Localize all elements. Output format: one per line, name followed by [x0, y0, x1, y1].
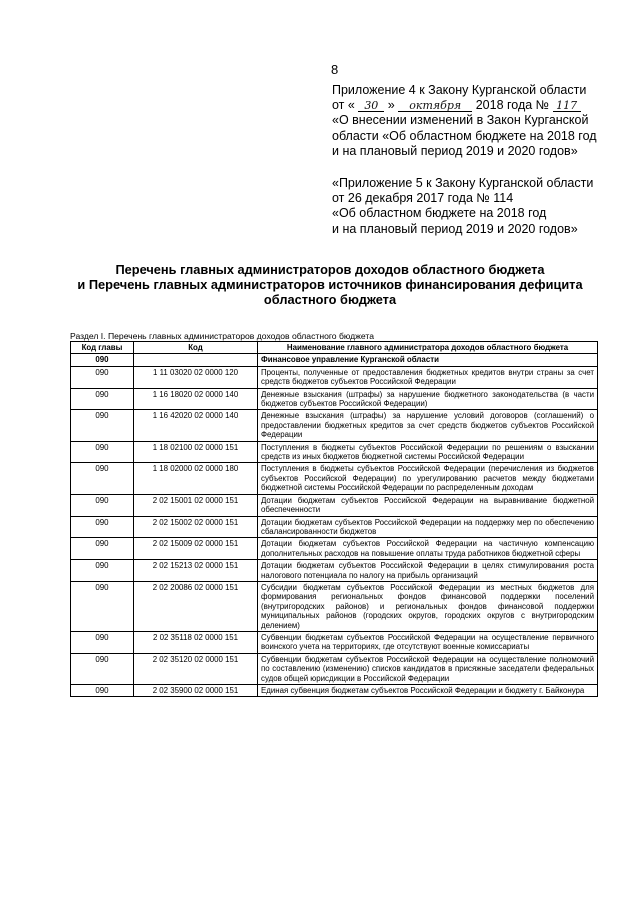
cell-name: Денежные взыскания (штрафы) за нарушение условий договоров (соглашений) о предоставлении бюджетных кредитов за счет средств бюджетов субъектов Российской Федерации	[258, 410, 598, 441]
cell-code: 1 11 03020 02 0000 120	[134, 366, 258, 388]
cell-code: 2 02 35120 02 0000 151	[134, 653, 258, 684]
handwritten-month: октября	[398, 100, 472, 112]
title-line3: областного бюджета	[263, 292, 397, 308]
cell-code: 2 02 15213 02 0000 151	[134, 560, 258, 582]
cell-name: Субсидии бюджетам субъектов Российской Федерации из местных бюджетов для формирования региональных фондов финансовой поддержки поселений (внутригородских районов) и региональных фондов финансовой поддержки муниципальных районов (городских округов, городских округов с внутригородским делением)	[258, 581, 598, 631]
cell-name: Денежные взыскания (штрафы) за нарушение бюджетного законодательства (в части бюджетов субъектов Российской Федерации)	[258, 388, 598, 410]
cell-code: 1 18 02000 02 0000 180	[134, 463, 258, 494]
document-title	[50, 262, 610, 308]
table-row	[71, 631, 598, 653]
cell-code: 2 02 35118 02 0000 151	[134, 631, 258, 653]
appendix-new-line1: Приложение 4 к Закону Курганской области	[332, 83, 587, 97]
cell-code: 2 02 20086 02 0000 151	[134, 581, 258, 631]
cell-name: Единая субвенция бюджетам субъектов Российской Федерации и бюджету г. Байконура	[258, 685, 598, 697]
appendix-old-line3: «Об областном бюджете на 2018 год	[332, 206, 547, 221]
cell-chapter-code: 090	[71, 354, 134, 366]
appendix-old-line1: «Приложение 5 к Закону Курганской области	[332, 176, 594, 190]
cell-chapter-code: 090	[71, 516, 134, 538]
header-code: Код	[134, 342, 258, 354]
cell-code: 2 02 15002 02 0000 151	[134, 516, 258, 538]
cell-code: 2 02 35900 02 0000 151	[134, 685, 258, 697]
cell-name: Дотации бюджетам субъектов Российской Федерации на поддержку мер по обеспечению сбалансированности бюджетов	[258, 516, 598, 538]
table-row	[71, 560, 598, 582]
cell-name: Поступления в бюджеты субъектов Российской Федерации по решениям о взыскании средств из иных бюджетов бюджетной системы Российской Федерации	[258, 441, 598, 463]
table-row	[71, 538, 598, 560]
handwritten-day: 30	[358, 100, 384, 112]
appendix-new-line4: области «Об областном бюджете на 2018 год	[332, 128, 597, 143]
table-row	[71, 494, 598, 516]
cell-name: Проценты, полученные от предоставления бюджетных кредитов внутри страны за счет средств бюджетов субъектов Российской Федерации	[258, 366, 598, 388]
cell-code: 1 16 42020 02 0000 140	[134, 410, 258, 441]
table-row	[71, 685, 598, 697]
header-name: Наименование главного администратора доходов областного бюджета	[258, 342, 598, 354]
table-header-row	[71, 342, 598, 354]
table-row	[71, 441, 598, 463]
cell-name: Дотации бюджетам субъектов Российской Федерации в целях стимулирования роста налогового потенциала по налогу на прибыль организаций	[258, 560, 598, 582]
appendix-old-line2: от 26 декабря 2017 года № 114	[332, 191, 514, 206]
table-row	[71, 354, 598, 366]
cell-name: Поступления в бюджеты субъектов Российской Федерации (перечисления из бюджетов субъектов Российской Федерации) по урегулированию расчетов между бюджетами бюджетной системы Российской Федерации по распределенным доходам	[258, 463, 598, 494]
quote-close: »	[387, 98, 395, 113]
cell-chapter-code: 090	[71, 685, 134, 697]
header-chapter-code: Код главы	[71, 342, 134, 354]
cell-name: Субвенции бюджетам субъектов Российской Федерации на осуществление первичного воинского учета на территориях, где отсутствуют военные комиссариаты	[258, 631, 598, 653]
cell-code: 1 16 18020 02 0000 140	[134, 388, 258, 410]
appendix-new-line3: «О внесении изменений в Закон Курганской	[332, 113, 589, 128]
table-row	[71, 366, 598, 388]
cell-chapter-code: 090	[71, 441, 134, 463]
cell-chapter-code: 090	[71, 560, 134, 582]
cell-code: 1 18 02100 02 0000 151	[134, 441, 258, 463]
cell-chapter-code: 090	[71, 631, 134, 653]
cell-chapter-code: 090	[71, 366, 134, 388]
cell-chapter-code: 090	[71, 388, 134, 410]
table-row	[71, 581, 598, 631]
cell-code: 2 02 15009 02 0000 151	[134, 538, 258, 560]
from-label: от «	[332, 98, 355, 113]
cell-code	[134, 354, 258, 366]
administrators-table	[70, 341, 598, 697]
cell-name: Субвенции бюджетам субъектов Российской Федерации на осуществление полномочий по составлению (изменению) списков кандидатов в присяжные заседатели федеральных судов общей юрисдикции в Российской Федерации	[258, 653, 598, 684]
handwritten-number: 117	[553, 100, 581, 112]
cell-name: Дотации бюджетам субъектов Российской Федерации на частичную компенсацию дополнительных расходов на повышение оплаты труда работников бюджетной сферы	[258, 538, 598, 560]
appendix-new-header	[332, 83, 597, 159]
section-caption: Раздел I. Перечень главных администраторов доходов областного бюджета	[70, 331, 375, 341]
cell-chapter-code: 090	[71, 538, 134, 560]
cell-chapter-code: 090	[71, 494, 134, 516]
table-row	[71, 516, 598, 538]
cell-chapter-code: 090	[71, 463, 134, 494]
cell-chapter-code: 090	[71, 581, 134, 631]
cell-code: 2 02 15001 02 0000 151	[134, 494, 258, 516]
cell-chapter-code: 090	[71, 653, 134, 684]
cell-name: Дотации бюджетам субъектов Российской Федерации на выравнивание бюджетной обеспеченности	[258, 494, 598, 516]
table-row	[71, 463, 598, 494]
cell-chapter-code: 090	[71, 410, 134, 441]
table-row	[71, 410, 598, 441]
appendix-new-line5: и на плановый период 2019 и 2020 годов»	[332, 143, 578, 158]
appendix-new-date-line	[332, 98, 597, 113]
title-line2: и Перечень главных администраторов источников финансирования дефицита	[77, 277, 583, 293]
appendix-old-line4: и на плановый период 2019 и 2020 годов»	[332, 221, 578, 236]
year-label: 2018 года №	[475, 98, 550, 113]
cell-name: Финансовое управление Курганской области	[258, 354, 598, 366]
table-row	[71, 388, 598, 410]
table-row	[71, 653, 598, 684]
title-line1: Перечень главных администраторов доходов областного бюджета	[115, 262, 545, 277]
page-number: 8	[331, 62, 339, 77]
appendix-old-header	[332, 176, 593, 237]
